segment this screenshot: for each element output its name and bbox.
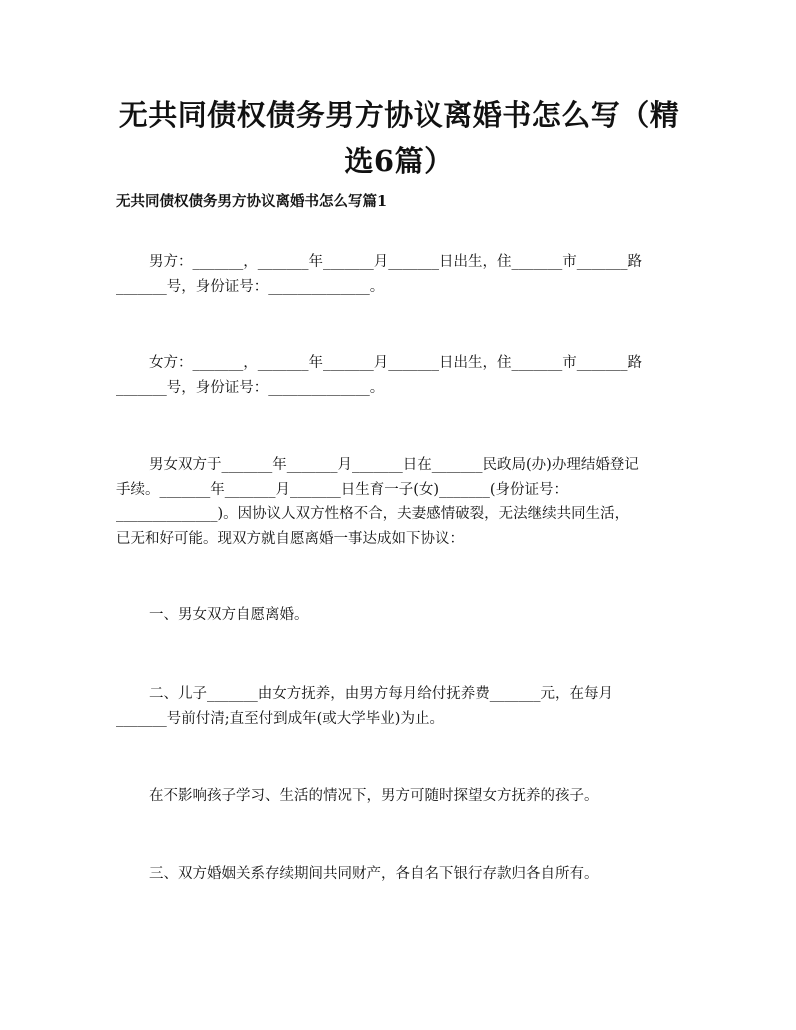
paragraph-visitation [116,784,682,809]
title-line-2: 选6篇） [344,144,454,178]
paragraph-line: 三、双方婚姻关系存续期间共同财产，各自名下银行存款归各自所有。 [149,866,599,882]
paragraph-line: _______号前付清;直至付到成年(或大学毕业)为止。 [116,710,444,727]
paragraph-line: _______号，身份证号：______________。 [116,278,385,295]
paragraph-clause-3 [116,862,682,887]
paragraph-line: 手续。_______年_______月_______日生育一子(女)_______(身份证号： [116,481,568,498]
title-line-1: 无共同债权债务男方协议离婚书怎么写（精 [118,98,680,132]
paragraph-line: 男方：_______，_______年_______月_______日出生，住_______市_______路 [149,254,642,270]
paragraph-line: ______________)。因协议人双方性格不合，夫妻感情破裂，无法继续共同生活， [116,506,630,522]
document-title [116,92,682,184]
paragraph-line: 已无和好可能。现双方就自愿离婚一事达成如下协议： [116,530,464,547]
paragraph-clause-1 [116,603,682,628]
paragraph-female-party [116,351,682,400]
paragraph-line: 女方：_______，_______年_______月_______日出生，住_______市_______路 [149,355,642,371]
paragraph-line: 一、男女双方自愿离婚。 [149,607,309,623]
paragraph-line: 二、儿子_______由女方抚养，由男方每月给付抚养费_______元，在每月 [149,686,613,702]
paragraph-marriage-info [116,453,682,551]
paragraph-clause-2 [116,682,682,731]
section-heading: 无共同债权债务男方协议离婚书怎么写篇1 [116,193,388,210]
paragraph-line: 在不影响孩子学习、生活的情况下，男方可随时探望女方抚养的孩子。 [149,788,599,804]
paragraph-line: 男女双方于_______年_______月_______日在_______民政局(办)办理结婚登记 [149,457,639,473]
paragraph-male-party [116,250,682,299]
paragraph-line: _______号，身份证号：______________。 [116,379,385,396]
